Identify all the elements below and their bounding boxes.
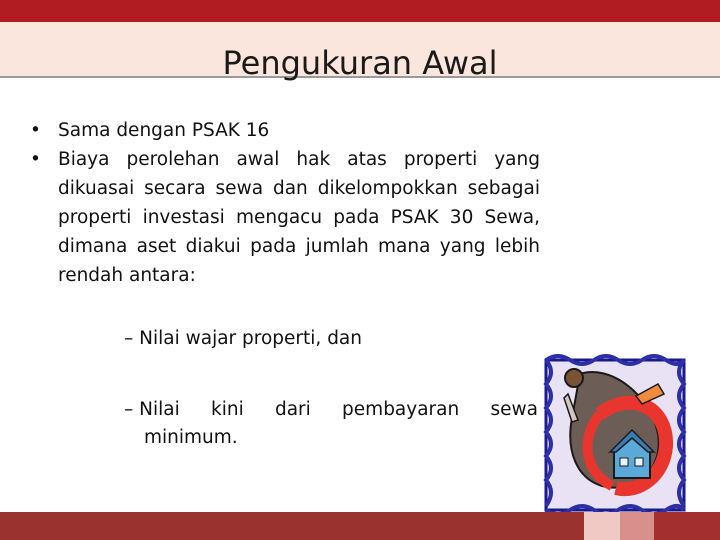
footer-accent-block: [620, 512, 654, 540]
sub-bullet-continuation: minimum.: [144, 427, 238, 448]
sub-bullet-word: sewa: [490, 399, 538, 420]
sub-bullet-word: dari: [274, 399, 311, 420]
bullet-marker: •: [30, 149, 41, 170]
footer-bar: [0, 512, 720, 540]
sub-bullet-marker: –: [124, 399, 134, 420]
sub-bullet-item: [124, 328, 362, 349]
bullet-text: Sama dengan PSAK 16: [58, 120, 270, 141]
sub-bullet-word: pembayaran: [342, 399, 460, 420]
bullet-marker: •: [30, 120, 41, 141]
bullet-list: [30, 116, 540, 290]
bullet-item: [30, 116, 540, 145]
sub-bullet-text: Nilai wajar properti, dan: [139, 328, 362, 349]
bullet-item: [30, 145, 540, 290]
person-holding-house-icon: [540, 354, 690, 516]
sub-bullet-word: kini: [211, 399, 244, 420]
slide-title: Pengukuran Awal: [222, 44, 498, 82]
sub-bullet-word: Nilai: [139, 399, 180, 420]
top-accent-bar: [0, 0, 720, 22]
footer-accent-block: [584, 512, 620, 540]
sub-bullet-item: [124, 396, 538, 452]
footer-main-band: [0, 512, 584, 540]
sub-bullet-first-word: [124, 396, 180, 424]
sub-bullet-marker: –: [124, 328, 134, 349]
footer-end-block: [654, 512, 720, 540]
bullet-text: Biaya perolehan awal hak atas properti yang dikuasai secara sewa dan dikelompokkan sebagai properti investasi mengacu pada PSAK 30 Sewa, dimana aset diakui pada jumlah mana yang lebih rendah antara:: [58, 149, 540, 286]
sub-bullet-line: [124, 396, 538, 424]
